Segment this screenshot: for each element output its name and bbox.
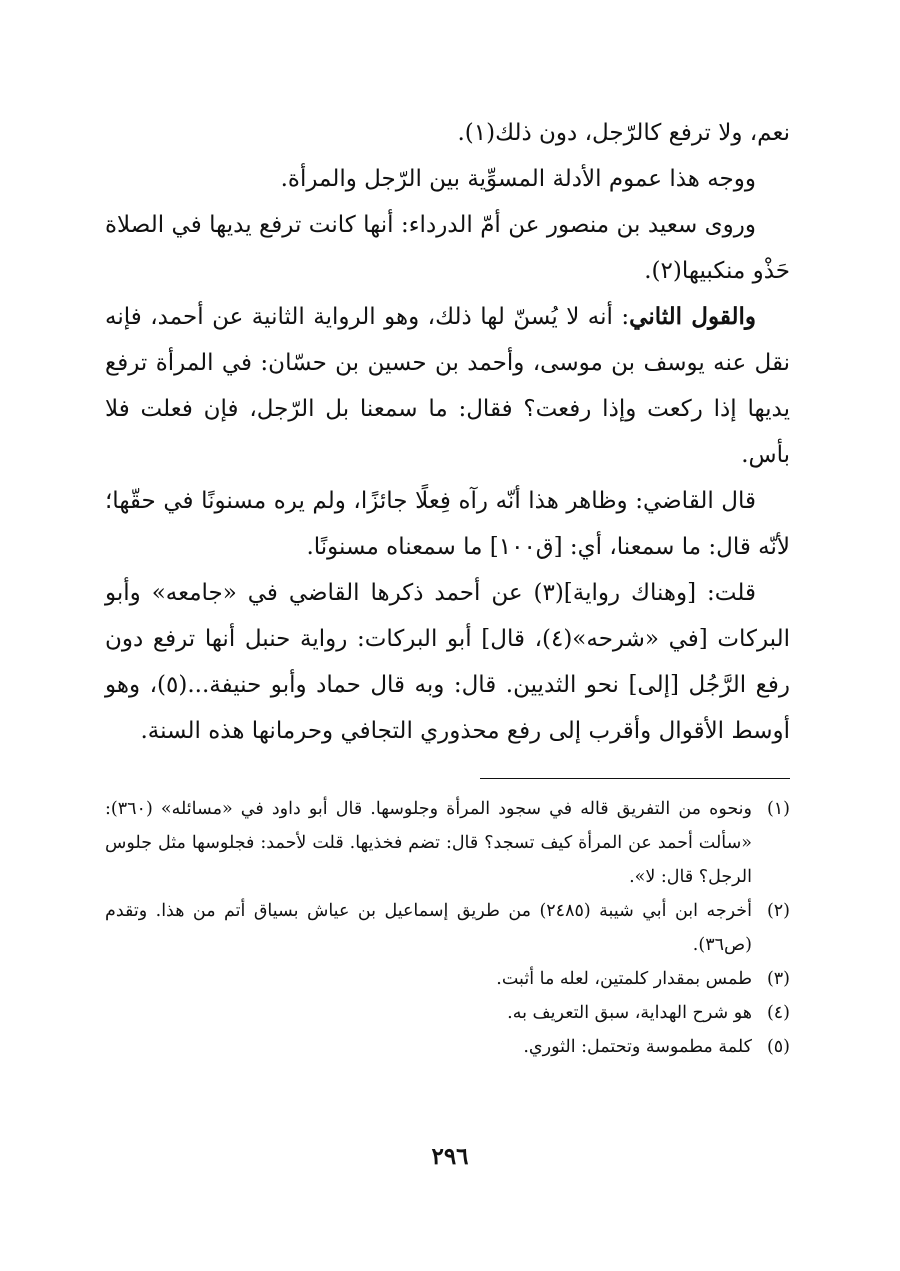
footnote-text: ونحوه من التفريق قاله في سجود المرأة وجلوسها. قال أبو داود في «مسائله» (٣٦٠): «سألت أحمد عن المرأة كيف تسجد؟ قال: تضم فخذيها. قلت لأحمد: فجلوسها مثل جلوس الرجل؟ قال: لا». [105, 799, 752, 887]
footnote-number: (٤) [766, 1003, 790, 1023]
section-heading: والقول الثاني [629, 303, 756, 330]
paragraph-text: قال القاضي: وظاهر هذا أنّه رآه فِعلًا جائزًا، ولم يره مسنونًا في حقّها؛ لأنّه قال: ما سمعنا، أي: [ق١٠٠] ما سمعناه مسنونًا. [105, 488, 790, 560]
paragraph-text: : أنه لا يُسنّ لها ذلك، وهو الرواية الثانية عن أحمد، فإنه نقل عنه يوسف بن موسى، وأحمد بن حسين بن حسّان: في المرأة ترفع يديها إذا ركعت وإذا رفعت؟ فقال: ما سمعنا بل الرّجل، فإن فعلت فلا بأس. [105, 304, 790, 468]
paragraph-text: نعم، ولا ترفع كالرّجل، دون ذلك(١). [457, 120, 790, 146]
footnote-text: طمس بمقدار كلمتين، لعله ما أثبت. [496, 969, 752, 989]
footnote-5 [105, 1030, 790, 1064]
footnote-text: أخرجه ابن أبي شيبة (٢٤٨٥) من طريق إسماعيل بن عياش بسياق أتم من هذا. وتقدم (ص٣٦). [105, 901, 752, 955]
paragraph-6 [105, 570, 790, 754]
footnote-divider [480, 778, 790, 779]
footnote-3 [105, 962, 790, 996]
footnote-text: هو شرح الهداية، سبق التعريف به. [507, 1003, 752, 1023]
footnote-number: (٣) [766, 969, 790, 989]
footnote-number: (٢) [766, 901, 790, 921]
footnotes [105, 792, 790, 1064]
page-number: ٢٩٦ [431, 1143, 469, 1170]
paragraph-text: قلت: [وهناك رواية](٣) عن أحمد ذكرها القاضي في «جامعه» وأبو البركات [في «شرحه»(٤)، قال] أبو البركات: رواية حنبل أنها ترفع دون رفع الرَّجُل [إلى] نحو الثديين. قال: وبه قال حماد وأبو حنيفة...(٥)، وهو أوسط الأقوال وأقرب إلى رفع محذوري التجافي وحرمانها هذه السنة. [105, 580, 790, 744]
footnote-number: (١) [766, 799, 790, 819]
footnote-text: كلمة مطموسة وتحتمل: الثوري. [523, 1037, 752, 1057]
paragraph-text: وروى سعيد بن منصور عن أمّ الدرداء: أنها كانت ترفع يديها في الصلاة حَذْو منكبيها(٢). [105, 212, 790, 284]
footnote-4 [105, 996, 790, 1030]
main-text [105, 110, 790, 754]
paragraph-1 [105, 110, 790, 156]
paragraph-4 [105, 294, 790, 478]
footnote-number: (٥) [766, 1037, 790, 1057]
footnote-2 [105, 894, 790, 962]
paragraph-text: ووجه هذا عموم الأدلة المسوِّية بين الرّجل والمرأة. [280, 166, 756, 192]
paragraph-5 [105, 478, 790, 570]
footnote-1 [105, 792, 790, 894]
paragraph-3 [105, 202, 790, 294]
paragraph-2 [105, 156, 790, 202]
